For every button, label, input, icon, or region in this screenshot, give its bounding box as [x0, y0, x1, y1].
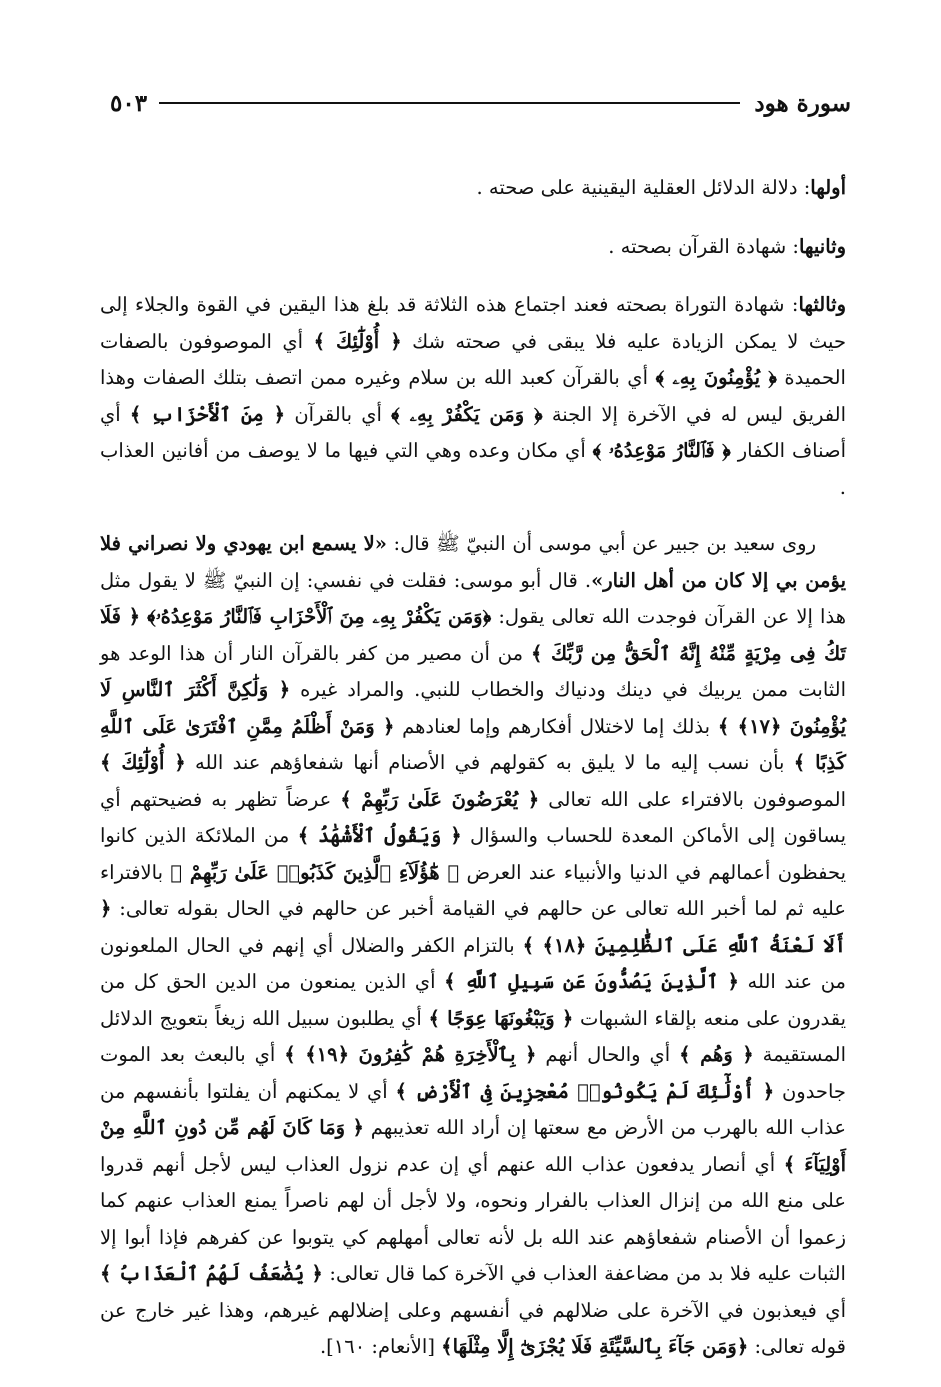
verse-reference: [الأنعام: ١٦٠]. — [319, 1335, 442, 1358]
verse-quote: ﴿ ٱلَّذِينَ يَصُدُّونَ عَن سَبِيلِ ٱللَّهِ ﴾ — [444, 970, 739, 993]
narration-text: بذلك إما لاختلال أفكارهم وإما لعنادهم — [394, 714, 718, 738]
third-point — [100, 287, 846, 506]
verse-quote: ﴿ فَٱلنَّارُ مَوْعِدُهُۥ ﴾ — [592, 439, 731, 462]
narration-text: من الملائكة الذين كانوا يحفظون أعمالهم في الدنيا والأنبياء عند العرض — [100, 824, 847, 884]
narration-text: أي بالبعث بعد الموت جاحدون — [100, 1043, 846, 1103]
verse-quote: ﴿ فَلَا تَكُ فِى مِرْيَةٍ مِّنْهُ إِنَّهُ ٱلْحَقُّ مِن رَّبِّكَ ﴾ — [100, 605, 846, 665]
verse-quote: ﴿ أُوْلَٰٓئِكَ ﴾ — [313, 329, 402, 353]
narration-text: أي يطلبون سبيل الله زيغاً بتعويج الدلائل المستقيمة — [100, 1006, 847, 1066]
third-text: : شهادة التوراة بصحته فعند اجتماع هذه الثلاثة قد بلغ هذا اليقين في القوة والجلاء إلى حيث لا يمكن الزيادة عليه فلا يبقى في صحته شك — [100, 293, 846, 353]
verse-quote: ﴿وَمَن جَآءَ بِٱلسَّيِّئَةِ فَلَا يُجْزَىٰٓ إِلَّا مِثْلَهَا﴾ — [441, 1335, 749, 1358]
narration-paragraph — [100, 526, 846, 1366]
verse-quote: ﴿ أَلَا لَعْنَةُ ٱللَّهِ عَلَى ٱلظَّٰلِمِينَ ﴿١٨﴾ ﴾ — [100, 897, 847, 957]
narration-text: الموصوفون بالافتراء على الله تعالى — [539, 787, 847, 811]
narration-text: أي فيعذبون في الآخرة على ضلالهم في أنفسهم وعلى إضلالهم غيرهم، وهذا غير خارج عن قوله تعالى: — [100, 1298, 846, 1358]
third-label: وثالثها — [798, 293, 846, 316]
narration-text: أي والحال أنهم — [536, 1043, 680, 1066]
verse-quote: ﴿ وَمَن يَكْفُرْ بِهِۦ ﴾ — [391, 402, 543, 426]
page-body — [100, 170, 846, 1366]
verse-quote: ﴿ وَمَنْ أَظْلَمُ مِمَّنِ ٱفْتَرَىٰ عَلَى ٱللَّهِ كَذِبًا ﴾ — [100, 714, 846, 774]
verse-quote: ﴿ وَمَا كَانَ لَهُم مِّن دُونِ ٱللَّهِ مِنْ أَوْلِيَآءَ ﴾ — [100, 1116, 846, 1176]
narration-text: روى سعيد بن جبير عن أبي موسى أن النبيّ ﷺ قال: — [386, 532, 816, 555]
verse-quote: ﴿ بِٱلْأَخِرَةِ هُمْ كَٰفِرُونَ ﴿١٩﴾ ﴾ — [284, 1043, 537, 1066]
third-text: أي الموصوفون بالصفات الحميدة — [100, 329, 846, 389]
third-text: أي بالقرآن كعبد الله بن سلام وغيره ممن اتصف بتلك الصفات وهذا الفريق ليس له في الآخرة إلا الجنة — [100, 366, 846, 426]
narration-text: من أن مصير من كفر بالقرآن النار أن هذا الوعد هو الثابت ممن يربيك في دينك ودنياك والخطاب للنبي. والمراد غيره — [100, 641, 847, 701]
narration-text: أي الذين يمنعون من الدين الحق كل من يقدرون على منعه بإلقاء الشبهات — [100, 970, 846, 1030]
surah-title: سورة هود — [754, 89, 851, 117]
header-rule — [159, 102, 740, 104]
narration-text: بأن نسب إليه ما لا يليق به كقولهم في الأصنام أنها شفعاؤهم عند الله — [185, 751, 794, 774]
verse-quote: ﴿ وَيَقُولُ ٱلْأَشْهَٰدُ ﴾ — [297, 824, 462, 847]
narration-text: عرضاً تظهر به فضيحتهم أي يساقون إلى الأماكن المعدة للحساب والسؤال — [100, 787, 847, 847]
page-header — [110, 88, 851, 118]
narration-text: بالتزام الكفر والضلال أي إنهم في الحال الملعونون من عند الله — [100, 933, 846, 993]
verse-quote: ﴿ يُؤْمِنُونَ بِهِۦ ﴾ — [655, 366, 777, 389]
narration-text: بالافتراء عليه ثم لما أخبر الله تعالى عن حالهم في القيامة أخبر عن حالهم في الحال بقوله تعالى: — [100, 860, 846, 920]
hadith-quote: «لا يسمع ابن يهودي ولا نصراني فلا يؤمن بي إلا كان من أهل النار» — [100, 532, 846, 592]
verse-quote: ﴿وَمَن يَكْفُرْ بِهِۦ مِنَ ٱلْأَحْزَابِ فَٱلنَّارُ مَوْعِدُهُۥ﴾ — [147, 605, 492, 628]
narration-text: . قال أبو موسى: فقلت في نفسي: إن النبيّ ﷺ لا يقول مثل هذا إلا عن القرآن فوجدت الله تعالى يقول: — [100, 568, 846, 628]
verse-quote: ﴿ يُضَٰعَفُ لَهُمُ ٱلْعَذَابُ ﴾ — [100, 1262, 323, 1285]
verse-quote: ﴿ يُعْرَضُونَ عَلَىٰ رَبِّهِمْ ﴾ — [340, 787, 540, 811]
verse-quote: ﴿ أُوْلَٰٓئِكَ ﴾ — [100, 751, 186, 774]
first-point — [100, 170, 846, 207]
third-text: أي مكان وعده وهي التي فيها ما لا يوصف من أفانين العذاب . — [100, 439, 846, 499]
verse-quote: ﴿ هَٰٓؤُلَآءِ ٱلَّذِينَ كَذَبُوا۟ عَلَىٰ رَبِّهِمْ ﴾ — [170, 860, 460, 884]
narration-text: أي أنصار يدفعون عذاب الله عنهم أي إن عدم نزول العذاب ليس لأجل أنهم قدروا على منع الله من إنزال العذاب بالفرار ونحوه، ولا لأجل أن لهم ناصراً يمنع العذاب عنهم كما زعموا أن الأصنام شفعاؤهم عند الله بل لأنه تعالى أمهلهم كي يتوبوا عن كفرهم فإذا أبوا إلا الثبات عليه فلا بد من مضاعفة العذاب في الآخرة كما قال تعالى: — [100, 1152, 846, 1285]
first-text: : دلالة الدلائل العقلية اليقينية على صحته . — [476, 176, 811, 199]
second-label: وثانيها — [798, 234, 846, 258]
first-label: أولها — [810, 176, 846, 199]
verse-quote: ﴿ مِنَ ٱلْأَحْزَابِ ﴾ — [129, 402, 286, 426]
verse-quote: ﴿ وَهُم ﴾ — [679, 1043, 754, 1066]
second-point — [100, 229, 846, 266]
narration-text: أي لا يمكنهم أن يفلتوا بأنفسهم من عذاب الله بالهرب من الأرض مع سعتها إن أراد الله تعذيبهم — [100, 1079, 846, 1139]
third-text: أي بالقرآن — [285, 402, 392, 426]
third-text: أي أصناف الكفار — [100, 402, 846, 462]
verse-quote: ﴿ أُوْلَٰٓئِكَ لَمْ يَكُونُوا۟ مُعْجِزِينَ فِى ٱلْأَرْضِ ﴾ — [395, 1079, 775, 1103]
page-number: ٥٠٣ — [110, 89, 148, 117]
verse-quote: ﴿ وَلَٰكِنَّ أَكْثَرَ ٱلنَّاسِ لَا يُؤْمِنُونَ ﴿١٧﴾ ﴾ — [100, 678, 847, 738]
verse-quote: ﴿ وَيَبْغُونَهَا عِوَجًا ﴾ — [428, 1006, 574, 1030]
second-text: : شهادة القرآن بصحته . — [608, 234, 799, 258]
paragraph-gap — [100, 506, 846, 526]
